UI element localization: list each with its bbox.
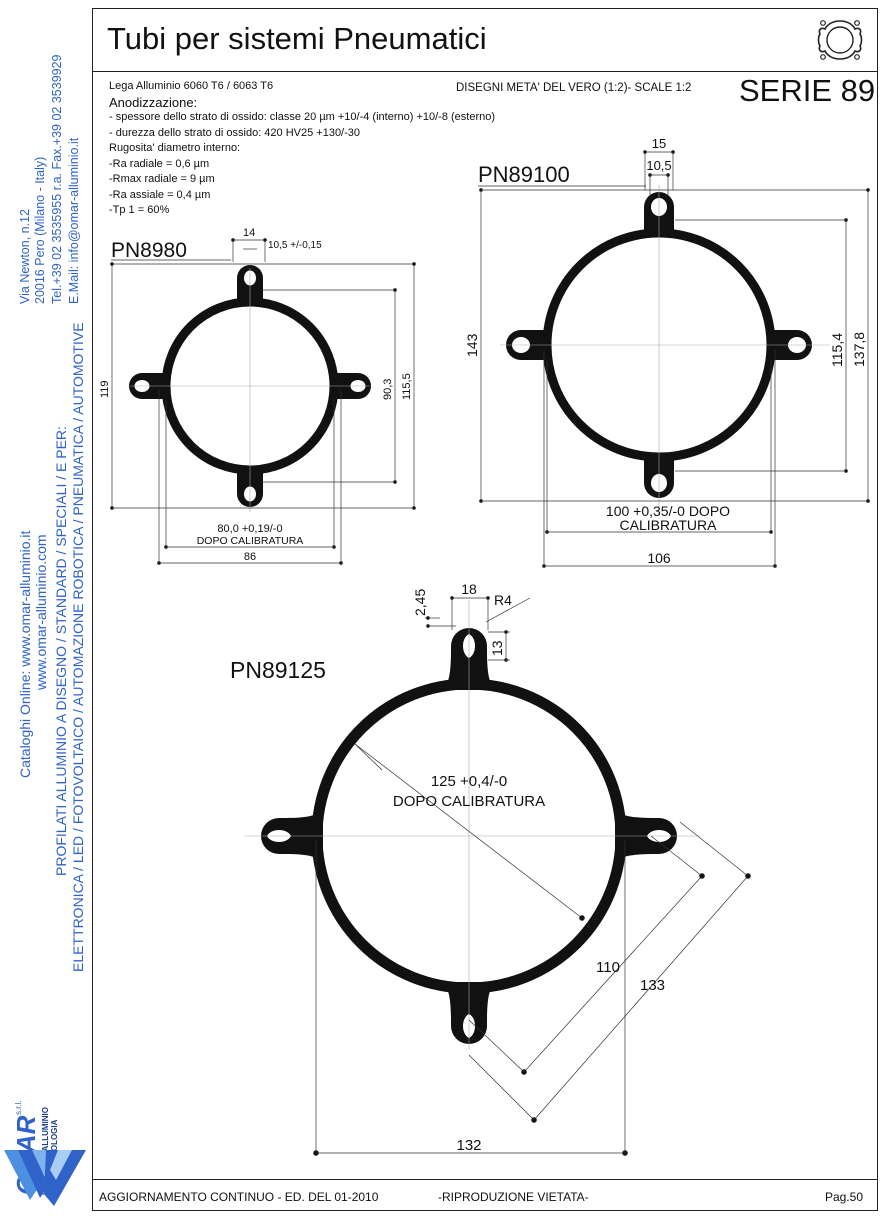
pn89125-dim-r4: R4 — [494, 592, 512, 608]
pn8980-bore: 80,0 +0,19/-0 — [217, 523, 283, 535]
profile-pn8980 — [99, 227, 416, 565]
roughness-tp: -Tp 1 = 60% — [109, 204, 170, 216]
catalog-link[interactable]: Cataloghi Online: www.omar-alluminio.it — [17, 530, 33, 778]
address-line-2: 20016 Pero (Milano - Italy) — [33, 156, 47, 304]
pn89125-dim-133: 133 — [640, 977, 666, 994]
phone-fax-line: Tel.+39 02 3535955 r.a. Fax.+39 02 3539929 — [50, 54, 64, 304]
pn89100-code: PN89100 — [478, 162, 570, 187]
pn89125-dim-18: 18 — [461, 581, 477, 597]
pn89125-dim-13: 13 — [489, 640, 505, 656]
pn8980-calibration: DOPO CALIBRATURA — [196, 535, 304, 547]
pn89100-bore: 100 +0,35/-0 DOPO — [605, 503, 731, 519]
roughness-title: Rugosita' diametro interno: — [109, 142, 241, 154]
alloy-line: Lega Alluminio 6060 T6 / 6063 T6 — [109, 80, 274, 92]
address-line-1: Via Newton, n.12 — [18, 209, 32, 304]
anodizing-hardness: - durezza dello strato di ossido: 420 HV25 +130/-30 — [109, 126, 361, 139]
anodizing-title: Anodizzazione: — [109, 94, 198, 110]
roughness-rmax: -Rmax radiale = 9 µm — [109, 173, 215, 185]
profiles-line-1: PROFILATI ALLUMINIO A DISEGNO / STANDARD / SPECIALI / E PER: — [53, 426, 69, 876]
pn89125-dim-132: 132 — [456, 1137, 482, 1154]
pn89125-calibration: DOPO CALIBRATURA — [392, 793, 546, 810]
pn89100-calibration: CALIBRATURA — [619, 517, 717, 533]
pn8980-dim-14: 14 — [243, 227, 256, 239]
pn89100-dim-106: 106 — [647, 550, 671, 566]
pn8980-dim-10-5: 10,5 +/-0,15 — [268, 240, 322, 251]
pn89100-dim-143: 143 — [464, 333, 480, 357]
pn8980-code: PN8980 — [111, 239, 187, 262]
roughness-ra-radial: -Ra radiale = 0,6 µm — [109, 157, 210, 170]
pn89100-dim-10-5: 10,5 — [646, 158, 672, 173]
profile-pn89100 — [464, 136, 870, 568]
pn8980-dim-119: 119 — [99, 380, 111, 398]
roughness-ra-axial: -Ra assiale = 0,4 µm — [109, 188, 211, 201]
pn89125-dim-2-45: 2,45 — [412, 588, 428, 616]
pn8980-dim-90-3: 90,3 — [382, 378, 394, 400]
pn89125-code: PN89125 — [230, 657, 326, 683]
anodizing-thickness: - spessore dello strato di ossido: classe 20 µm +10/-4 (interno) +10/-8 (esterno) — [109, 111, 496, 123]
pn89100-dim-115-4: 115,4 — [829, 333, 845, 367]
pn89100-dim-137-8: 137,8 — [851, 331, 867, 367]
email-line: E.Mail: info@omar-alluminio.it — [67, 137, 81, 304]
footer-edition: AGGIORNAMENTO CONTINUO - ED. DEL 01-2010 — [99, 1190, 379, 1204]
footer-copyright: -RIPRODUZIONE VIETATA- — [438, 1190, 589, 1204]
profile-pn89125 — [230, 581, 751, 1156]
page-number: Pag.50 — [824, 1190, 863, 1204]
pn8980-dim-115-5: 115,5 — [401, 373, 413, 400]
pn89100-dim-15: 15 — [651, 136, 667, 151]
pn89125-bore: 125 +0,4/-0 — [430, 773, 508, 790]
website-link[interactable]: www.omar-alluminio.com — [33, 534, 49, 690]
logo-srl: s.r.l. — [14, 1100, 23, 1115]
series-label: SERIE 89 — [739, 73, 876, 108]
profiles-line-2: ELETTRONICA / LED / FOTOVOLTAICO / AUTOMAZIONE ROBOTICA / PNEUMATICA / AUTOMOTIVE — [70, 322, 86, 972]
scale-note: DISEGNI META' DEL VERO (1:2)- SCALE 1:2 — [456, 82, 692, 94]
pn89125-dim-110: 110 — [596, 959, 620, 976]
page-title: Tubi per sistemi Pneumatici — [107, 21, 487, 56]
pn8980-dim-86: 86 — [243, 551, 257, 563]
